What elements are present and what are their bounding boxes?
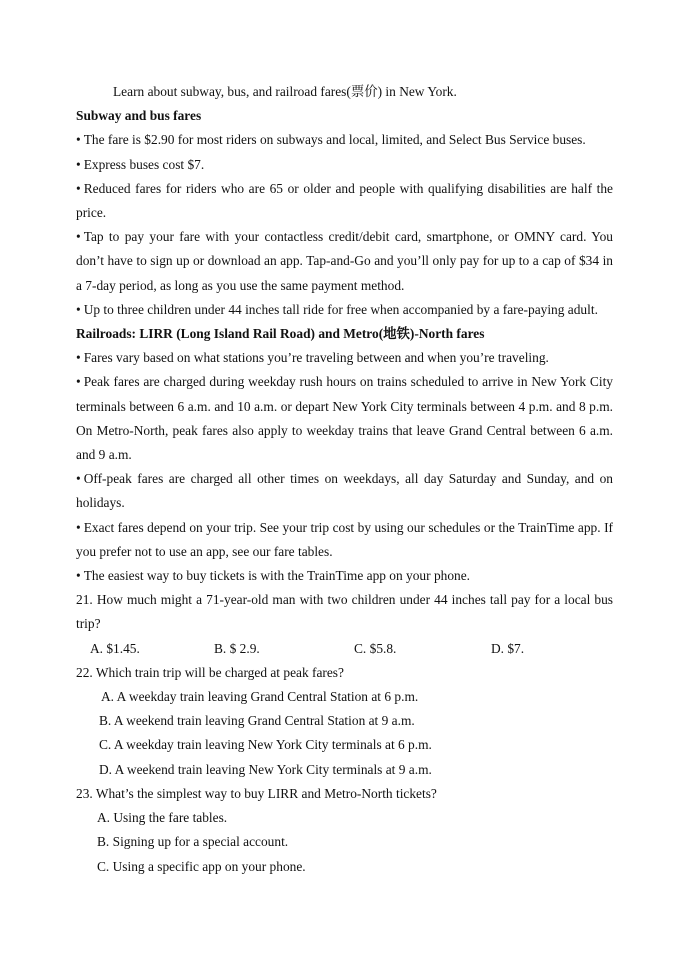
option-a: A. A weekday train leaving Grand Central Station at 6 p.m. bbox=[101, 689, 419, 705]
bullet-item: • Peak fares are charged during weekday rush hours on trains scheduled to arrive in New York City terminals between 6 a.m. and 10 a.m. or depart New York City terminals between 4 p.m. and 8 p.m. On Metro-North, peak fares also apply to weekday trains that leave Grand Central between 6 a.m. and 9 a.m. bbox=[76, 370, 613, 467]
option-c: C. Using a specific app on your phone. bbox=[97, 858, 306, 874]
option-c: C. $5.8. bbox=[354, 640, 397, 656]
bullet-item: • Reduced fares for riders who are 65 or older and people with qualifying disabilities are half the price. bbox=[76, 177, 613, 225]
bullet-item: • Fares vary based on what stations you’re traveling between and when you’re traveling. bbox=[76, 346, 613, 370]
bullet-item: • Tap to pay your fare with your contactless credit/debit card, smartphone, or OMNY card. You don’t have to sign up or download an app. Tap-and-Go and you’ll only pay for up to a cap of $34 in a 7-day period, as long as you use the same payment method. bbox=[76, 225, 613, 298]
option-b: B. A weekend train leaving Grand Central Station at 9 a.m. bbox=[99, 713, 415, 729]
option-b: B. $ 2.9. bbox=[214, 640, 260, 656]
section-heading-subway-bus: Subway and bus fares bbox=[76, 108, 202, 124]
option-d: D. $7. bbox=[491, 640, 525, 656]
bullet-item: • The easiest way to buy tickets is with the TrainTime app on your phone. bbox=[76, 564, 613, 588]
option-a: A. $1.45. bbox=[90, 640, 140, 656]
option-d: D. A weekend train leaving New York City terminals at 9 a.m. bbox=[99, 761, 432, 777]
bullet-item: • Exact fares depend on your trip. See your trip cost by using our schedules or the TrainTime app. If you prefer not to use an app, see our fare tables. bbox=[76, 516, 613, 564]
question-21-stem: 21. How much might a 71-year-old man with two children under 44 inches tall pay for a local bus trip? bbox=[76, 592, 613, 632]
question-21-options bbox=[90, 637, 613, 661]
bullet-item: • Off-peak fares are charged all other times on weekdays, all day Saturday and Sunday, and on holidays. bbox=[76, 467, 613, 515]
option-b: B. Signing up for a special account. bbox=[97, 834, 289, 850]
question-22-stem: 22. Which train trip will be charged at peak fares? bbox=[76, 664, 344, 680]
intro-paragraph: Learn about subway, bus, and railroad fares(票价) in New York. bbox=[113, 84, 457, 99]
bullet-item: • Express buses cost $7. bbox=[76, 153, 613, 177]
option-c: C. A weekday train leaving New York City terminals at 6 p.m. bbox=[99, 737, 432, 753]
option-a: A. Using the fare tables. bbox=[97, 810, 228, 826]
question-23-stem: 23. What’s the simplest way to buy LIRR and Metro-North tickets? bbox=[76, 785, 437, 801]
bullet-item: • The fare is $2.90 for most riders on subways and local, limited, and Select Bus Service buses. bbox=[76, 128, 613, 152]
document-page bbox=[76, 80, 613, 879]
section-heading-railroads: Railroads: LIRR (Long Island Rail Road) and Metro(地铁)-North fares bbox=[76, 326, 485, 342]
bullet-item: • Up to three children under 44 inches tall ride for free when accompanied by a fare-paying adult. bbox=[76, 298, 613, 322]
